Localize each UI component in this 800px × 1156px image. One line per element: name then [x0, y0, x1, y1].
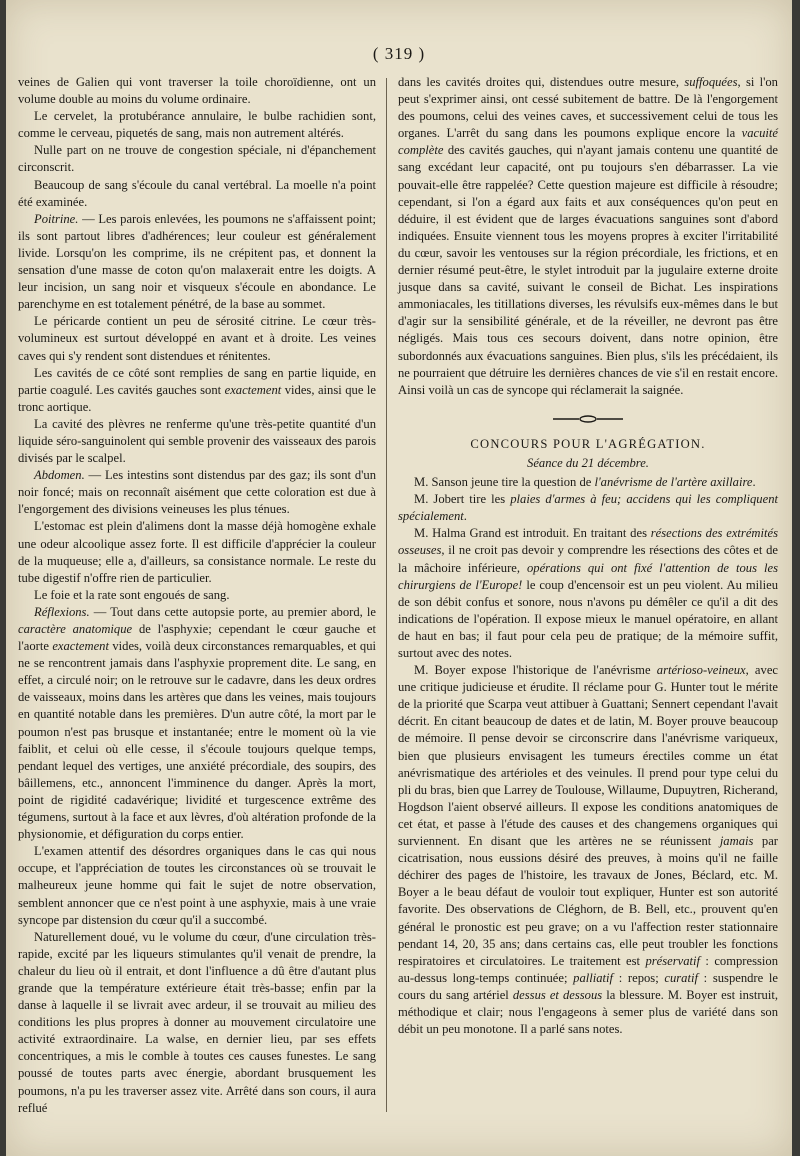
text-run: .: [463, 509, 467, 524]
paragraph: [18, 211, 376, 314]
left-column: [18, 74, 376, 1117]
paragraph: [18, 108, 376, 142]
text-run: dans les cavités droites qui, distendues outre mesure,: [398, 75, 685, 89]
paragraph: [398, 525, 778, 662]
column-rule: [386, 78, 387, 1112]
italic-text: préservatif: [645, 953, 701, 968]
italic-text: Poitrine.: [34, 211, 79, 226]
text-run: L'estomac est plein d'alimens dont la masse déjà homogène exhale une odeur alcoolique assez forte. Il est difficile d'apprécier la couleur de la muqueuse; elle a, d'ailleurs, sa consistance normale. Le reste du tube digestif n'offre rien de particulier.: [18, 519, 376, 585]
paragraph: [398, 74, 778, 399]
text-run: , si l'on peut s'exprimer ainsi, ont cessé subitement de battre. De là l'engorgement des poumons, celui des veines caves, et successivement celui de tous les organes. L'arrêt du sang dans les poumons explique encore la: [398, 75, 778, 141]
text-run: Le péricarde contient un peu de sérosité citrine. Le cœur très-volumineux est surtout développé en avant et à droite. Les veines caves qui s'y rendent sont distendues et rénitentes.: [18, 314, 376, 363]
text-run: , avec une critique judicieuse et érudite. Il réclame pour G. Hunter tout le mérite de la priorité que Scarpa veut attibuer à Guattani; Sennert cependant l'avait décrit. En citant beaucoup de dates et de latin, M. Boyer prouve beaucoup de mémoire. Il pense devoir se circonscrire dans l'anévrisme variqueux, bien que plusieurs envisagent les tumeurs érectiles comme un état anévrismatique des artérioles et des veinules. Il prend pour type celui du pli du bras, bien que Larrey de Toulouse, Willaume, Dupuytren, Richerand, Hogdson l'aient observé ailleurs. Il expose les conditions anatomiques de cet état, et passe à l'étude des causes et des changemens organiques qui surviennent. En disant que les artères ne se réunissent: [398, 663, 778, 849]
italic-text: vacuité complète: [398, 126, 778, 158]
italic-text: exactement: [52, 639, 109, 654]
text-run: M. Halma Grand est introduit. En traitant des: [414, 526, 651, 541]
right-column-top: [398, 74, 778, 399]
paragraph: [18, 518, 376, 586]
italic-text: palliatif: [573, 970, 614, 985]
text-run: M. Jobert tire les: [414, 492, 511, 507]
text-run: Nulle part on ne trouve de congestion spéciale, ni d'épanchement circonscrit.: [18, 143, 376, 175]
text-run: Les cavités de ce côté sont remplies de sang en partie liquide, en partie coagulé. Les cavités gauches sont: [18, 365, 376, 397]
document-page: [6, 0, 792, 1156]
section-title: CONCOURS POUR L'AGRÉGATION.: [470, 436, 706, 451]
italic-text: suffoquées: [684, 75, 738, 89]
italic-text: Abdomen.: [34, 468, 85, 483]
text-run: des cavités gauches, qui n'ayant jamais contenu une quantité de sang excédant leur capacité, ont pu toujours s'en débarrasser. La vie pouvait-elle être rappelée? Cette question majeure est difficile à résoudre; cependant, si l'on a égard aux faits et aux conséquences qu'on peut en déduire, il est évident que de larges évacuations sanguines sont d'abord indiquées. Ensuite viennent tous les moyens propres à exciter l'irritabilité du cœur, savoir les ventouses sur la région précordiale, les frictions, et en dernier résumé peut-être, le stylet introduit par la jugulaire externe droite jusque dans sa cavité, suivant le conseil de Bichat. Les inspirations ammoniacales, les titillations diverses, les révulsifs eux-mêmes dans le but d'agir sur la sensibilité générale, et de la réveiller, ne devront pas être négligés. Mais tous ces secours doivent, dans notre opinion, être subordonnés aux évacuations sanguines. Bien plus, s'ils les précédaient, ils ne pourraient que détruire les dernières chances de vie s'il en restait encore. Ainsi voilà un cas de syncope qui réclamerait la saignée.: [398, 143, 778, 397]
text-run: — Les parois enlevées, les poumons ne s'affaissent point; ils sont partout libres d'adhérences; leur couleur est généralement livide. Lorsqu'on les comprime, ils ne crépitent pas, et donnent la sensation d'une masse de coton qu'on malaxerait entre les doigts. A leur incision, un sang noir et visqueux s'écoule en abondance. Le parenchyme en est totalement pénétré, de la base au sommet.: [18, 211, 376, 312]
section-divider: [398, 411, 778, 428]
italic-text: Réflexions.: [34, 604, 90, 619]
text-run: vides, ainsi que le tronc aortique.: [18, 382, 376, 414]
italic-text: curatif: [664, 970, 698, 985]
paragraph: [18, 843, 376, 928]
paragraph: [398, 474, 778, 491]
text-run: vides, voilà deux circonstances remarquables, et qui ne se rencontrent jamais dans l'asphyxie proprement dite. Le sang, en effet, a circulé noir; on le retrouve sur le cadavre, dans les deux ordres de vaisseaux, moins dans les artères que dans les veines, mais toujours en quantité notable dans les premières. D'un autre côté, la mort par le poumon n'est pas brusque et instantanée; entre le moment où la vie faiblit, et celui où elle cesse, il s'écoule toujours quelque temps, pendant lequel des vertiges, une anxiété précordiale, des soupirs, des bâillemens, etc., annoncent l'imminence du danger. Après la mort, point de rigidité cadavérique; lividité et turgescence extrême des tégumens, surtout à la face et aux lèvres, d'où altération profonde de la physionomie, et défiguration du corps entier.: [18, 639, 376, 842]
text-run: : suspendre le cours du sang artériel: [398, 970, 778, 1002]
paragraph: [18, 467, 376, 518]
paragraph: [398, 491, 778, 525]
italic-text: caractère anatomique: [18, 622, 133, 636]
text-run: la blessure. M. Boyer est instruit, méthodique et clair; nous l'engageons à semer plus de variété dans son débit un peu monotone. Il a parlé sans notes.: [398, 987, 778, 1037]
text-run: , il ne croit pas devoir y comprendre les résections des côtes et de la mâchoire inférieure,: [398, 543, 778, 575]
paragraph: [18, 142, 376, 176]
text-run: M. Boyer expose l'historique de l'anévrisme: [414, 663, 657, 678]
paragraph: [18, 365, 376, 416]
page-number: ( 319 ): [372, 44, 426, 63]
italic-text: l'anévrisme de l'artère axillaire: [594, 475, 753, 490]
paragraph: [18, 604, 376, 843]
text-run: — Les intestins sont distendus par des gaz; ils sont d'un noir foncé; mais on reconnaît aisément que cette coloration est due à l'engorgement des divisions veineuses les plus ténues.: [18, 468, 376, 517]
text-run: Le foie et la rate sont engoués de sang.: [34, 587, 230, 602]
italic-text: artérioso-veineux: [656, 663, 746, 678]
text-run: L'examen attentif des désordres organiques dans le cas qui nous occupe, et l'appréciation de toutes les circonstances où se trouvait le malheureux jeune homme qui fait le sujet de notre observation, semblent annoncer que ce n'est point à une asphyxie, mais à une vraie syncope par distension du cœur qu'il a succombé.: [18, 844, 376, 927]
text-run: : repos;: [613, 970, 665, 985]
text-run: La cavité des plèvres ne renferme qu'une très-petite quantité d'un liquide séro-sanguinolent qui semble provenir des vaisseaux des parois divisés par le scalpel.: [18, 416, 376, 466]
paragraph: [18, 74, 376, 108]
text-run: Beaucoup de sang s'écoule du canal vertébral. La moelle n'a point été examinée.: [18, 177, 376, 209]
ornament-icon: [553, 415, 623, 423]
text-run: Le cervelet, la protubérance annulaire, le bulbe rachidien sont, comme le cerveau, piquetés de sang, mais non autrement altérés.: [18, 109, 376, 141]
right-column: [398, 74, 778, 1038]
text-run: par cicatrisation, nous eussions désiré des preuves, à moins qu'il ne faille déchirer des pages de l'histoire, les travaux de Jones, Béclard, etc. M. Boyer a le beau défaut de vouloir tout expliquer, Hunter est son autorité favorite. Des observations de Cléghorn, de B. Bell, etc., prouvent qu'en général le pronostic est peu grave; on a vu l'affection rester stationnaire pendant 14, 20, 35 ans; dans certains cas, elle peut troubler les fonctions respiratoires et circulatoires. Le traitement est: [398, 834, 779, 968]
paragraph: [18, 313, 376, 364]
section-date: Séance du 21 décembre.: [527, 455, 649, 470]
paragraph: [18, 416, 376, 467]
italic-text: dessus et dessous: [512, 987, 603, 1002]
italic-text: résections des extrémités osseuses: [398, 526, 778, 558]
text-run: veines de Galien qui vont traverser la toile choroïdienne, ont un volume double au moins du volume ordinaire.: [18, 75, 376, 107]
italic-text: exactement: [224, 382, 282, 397]
paragraph: [398, 662, 778, 1038]
paragraph: [18, 177, 376, 211]
paragraph: [18, 587, 376, 604]
text-run: — Tout dans cette autopsie porte, au premier abord, le: [89, 604, 376, 619]
italic-text: opérations qui ont fixé l'attention de tous les chirurgiens de l'Europe!: [398, 560, 778, 592]
text-run: M. Sanson jeune tire la question de: [414, 475, 595, 490]
text-run: le coup d'encensoir est un peu violent. Au milieu de son débit confus et sonore, nous n'avons pu démêler ce qu'il a dit des indications de l'opération. Il expose mieux le manuel opératoire, en allant de haut en bas; il faut pour cela peu de pratique; de la mémoire suffit, surtout avec des notes.: [398, 577, 779, 660]
text-run: de l'asphyxie; cependant le cœur gauche et l'aorte: [18, 622, 376, 654]
text-run: : compression au-dessus long-temps continuée;: [398, 953, 778, 985]
text-run: .: [752, 475, 756, 490]
paragraph: [18, 929, 376, 1117]
italic-text: plaies d'armes à feu; accidens qui les compliquent spécialement: [398, 492, 778, 524]
italic-text: jamais: [719, 834, 754, 849]
right-column-bottom: [398, 474, 778, 1038]
text-run: Naturellement doué, vu le volume du cœur, d'une circulation très-rapide, excité par les liqueurs stimulantes qu'il venait de prendre, la chaleur du lieu où il entrait, et dont l'influence a dû être d'autant plus grande que la température extérieure était très-basse; enfin par la danse à laquelle il se livrait avec ardeur, il se trouvait au milieu des conditions les plus propres à donner au mouvement circulatoire une activité extraordinaire. La walse, en dernier lieu, par ses effets concentriques, a mis le comble à toutes ces causes funestes. Le sang poussé de toutes parts avec énergie, abordant brusquement les poumons, n'a pu les traverser assez vite. Arrêté dans son cours, il aura reflué: [18, 929, 376, 1115]
